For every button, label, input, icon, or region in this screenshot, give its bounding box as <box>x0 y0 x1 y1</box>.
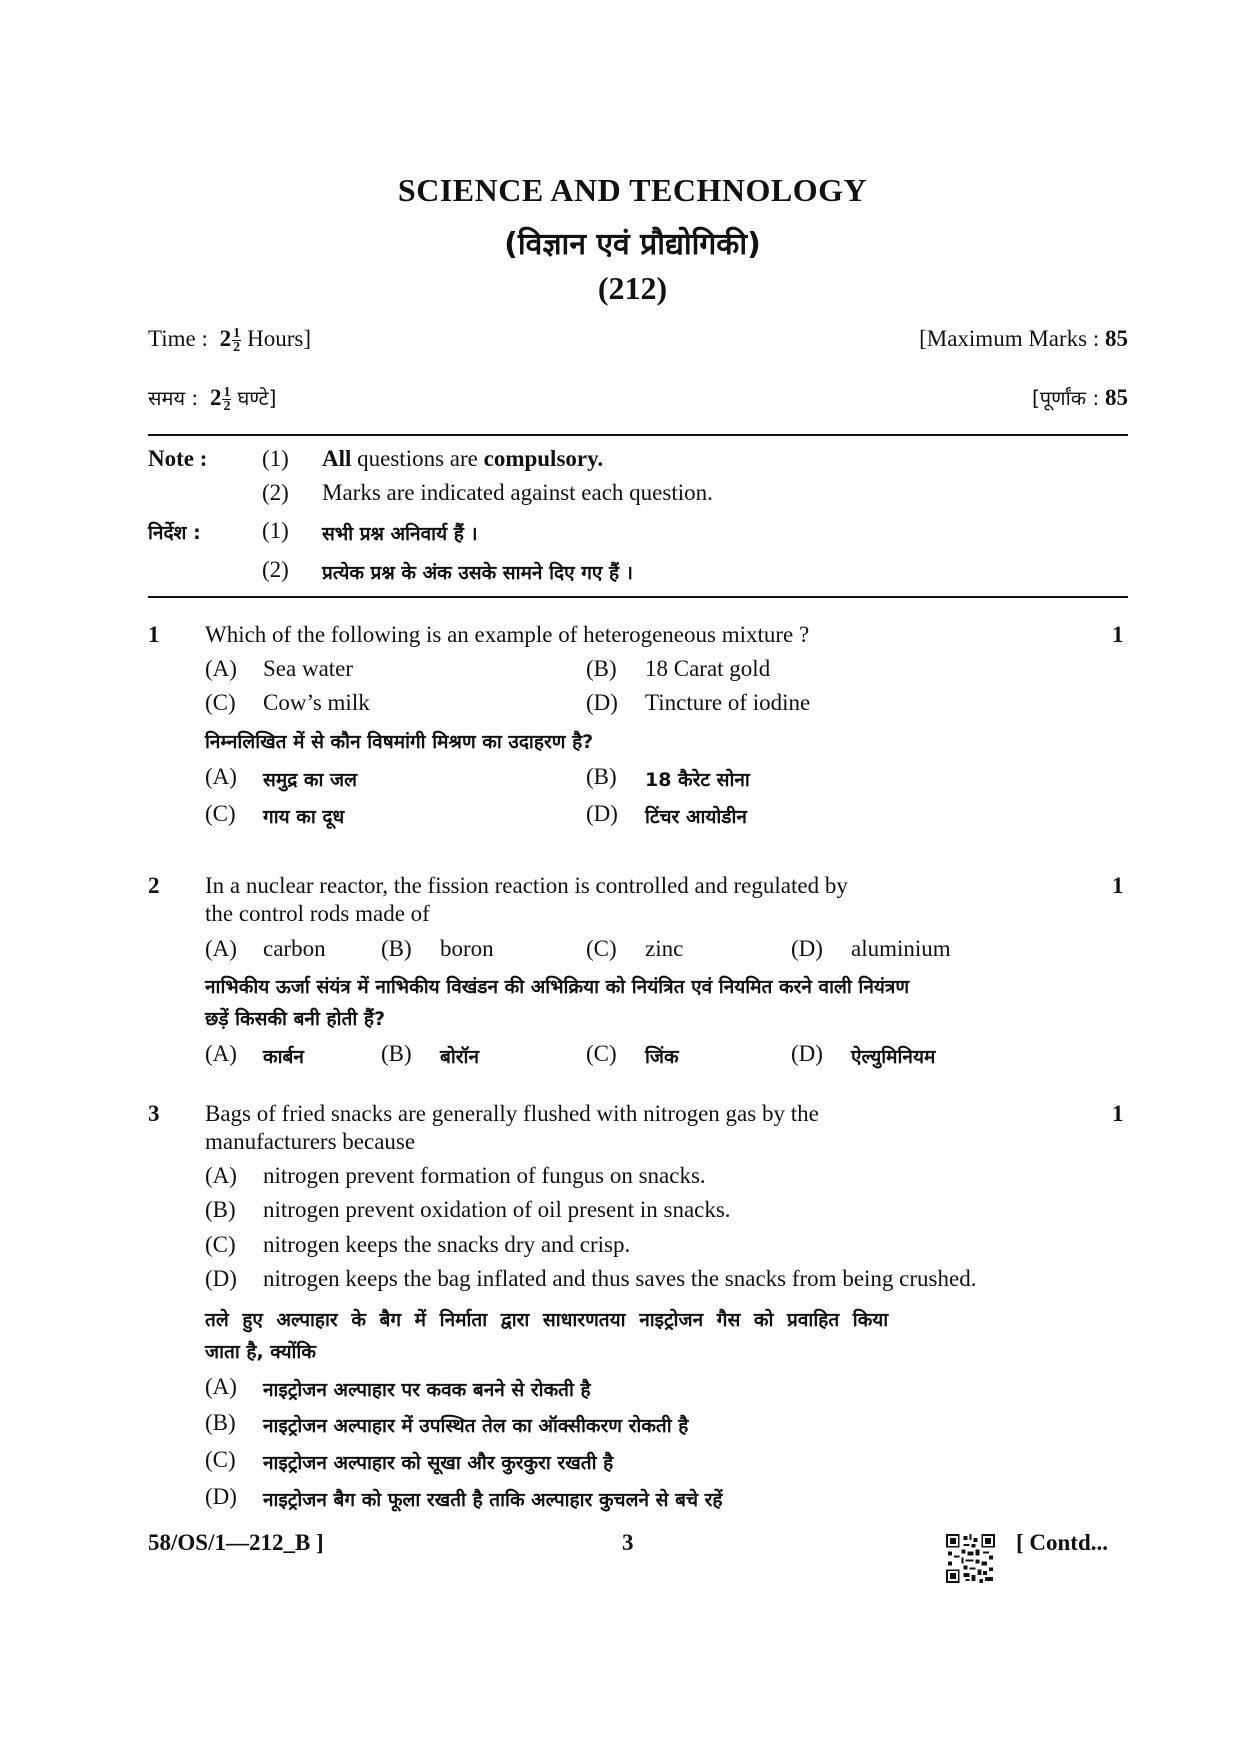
option-text-hi: कार्बन <box>263 1046 304 1068</box>
option-label: (C) <box>205 801 236 826</box>
option-text: 18 Carat gold <box>645 656 771 681</box>
max-marks-en: [Maximum Marks : 85 <box>919 326 1128 351</box>
option-text-hi: ऐल्युमिनियम <box>851 1046 936 1068</box>
question-text: Which of the following is an example of heterogeneous mixture ? <box>205 622 810 647</box>
question-text-hi: नाभिकीय ऊर्जा संयंत्र में नाभिकीय विखंडन की अभिक्रिया को नियंत्रित एवं नियमित करने वाली नियंत्रण <box>205 976 910 998</box>
option-text: nitrogen prevent oxidation of oil present in snacks. <box>263 1197 731 1222</box>
option-label: (C) <box>586 1041 617 1066</box>
qr-code-icon <box>946 1534 995 1583</box>
question-marks: 1 <box>1112 1101 1124 1126</box>
question-number: 2 <box>148 873 160 898</box>
option-label: (A) <box>205 936 237 961</box>
paper-code: 58/OS/1—212_B ] <box>148 1530 324 1555</box>
option-text: Tincture of iodine <box>645 690 811 715</box>
time-fraction-hi: $\frac{1}{2}$ <box>223 385 231 415</box>
option-text-hi: टिंचर आयोडीन <box>645 806 747 828</box>
option-label: (A) <box>205 656 237 681</box>
question-text-hi: छड़ें किसकी बनी होती हैं? <box>205 1008 385 1030</box>
question-text-hi: जाता है, क्योंकि <box>205 1341 316 1363</box>
note-1-num: (1) <box>262 446 289 471</box>
option-text-hi: समुद्र का जल <box>263 769 358 791</box>
question-number: 1 <box>148 622 160 647</box>
option-text: boron <box>440 936 494 961</box>
note-2-num: (2) <box>262 480 289 505</box>
time-hi: समय : 2 $\frac{1}{2}$ घण्टे] <box>148 385 277 415</box>
note-2-en: Marks are indicated against each question. <box>322 480 713 505</box>
notes-divider <box>148 596 1128 598</box>
option-label: (D) <box>586 801 618 826</box>
question-text-hi: निम्नलिखित में से कौन विषमांगी मिश्रण का उदाहरण है? <box>205 731 594 753</box>
question-text-hi: तले हुए अल्पाहार के बैग में निर्माता द्वारा साधारणतया नाइट्रोजन गैस को प्रवाहित किया <box>205 1309 889 1331</box>
option-label: (C) <box>205 690 236 715</box>
paper-title-hindi: (विज्ञान एवं प्रौद्योगिकी) <box>504 227 761 262</box>
option-text: nitrogen keeps the bag inflated and thus saves the snacks from being crushed. <box>263 1266 977 1291</box>
option-text: zinc <box>645 936 684 961</box>
option-label: (B) <box>205 1410 236 1435</box>
option-text-hi: नाइट्रोजन अल्पाहार को सूखा और कुरकुरा रखती है <box>263 1452 614 1474</box>
note-2-num-hi: (2) <box>262 557 289 582</box>
note-1-en: All questions are compulsory. <box>322 446 604 471</box>
question-text: manufacturers because <box>205 1129 416 1154</box>
option-text-hi: 18 कैरेट सोना <box>645 769 750 791</box>
question-text: the control rods made of <box>205 901 430 926</box>
note-1-hi: सभी प्रश्न अनिवार्य हैं । <box>322 523 478 545</box>
time-fraction: $\frac{1}{2}$ <box>233 326 241 356</box>
option-text-hi: बोरॉन <box>440 1046 480 1068</box>
option-text: Cow’s milk <box>263 690 370 715</box>
option-label: (D) <box>205 1266 237 1291</box>
question-number: 3 <box>148 1101 160 1126</box>
page-number: 3 <box>622 1530 634 1555</box>
option-label: (D) <box>205 1484 237 1509</box>
continued-label: [ Contd... <box>1016 1530 1109 1555</box>
note-label: Note : <box>148 446 208 471</box>
option-label: (C) <box>205 1232 236 1257</box>
paper-title: SCIENCE AND TECHNOLOGY <box>397 172 868 208</box>
option-text: Sea water <box>263 656 354 681</box>
option-text: carbon <box>263 936 326 961</box>
note-1-num-hi: (1) <box>262 518 289 543</box>
option-label: (A) <box>205 1374 237 1399</box>
question-marks: 1 <box>1112 873 1124 898</box>
note-2-hi: प्रत्येक प्रश्न के अंक उसके सामने दिए गए हैं । <box>322 562 633 584</box>
question-text: In a nuclear reactor, the fission reaction is controlled and regulated by <box>205 873 848 898</box>
option-text-hi: नाइट्रोजन बैग को फूला रखती है ताकि अल्पाहार कुचलने से बचे रहें <box>263 1489 723 1511</box>
option-text-hi: नाइट्रोजन अल्पाहार पर कवक बनने से रोकती है <box>263 1379 591 1401</box>
question-text: Bags of fried snacks are generally flushed with nitrogen gas by the <box>205 1101 819 1126</box>
option-text: aluminium <box>851 936 951 961</box>
option-label: (B) <box>381 1041 412 1066</box>
top-divider <box>148 434 1128 436</box>
option-label: (B) <box>205 1197 236 1222</box>
option-text-hi: नाइट्रोजन अल्पाहार में उपस्थित तेल का ऑक्सीकरण रोकती है <box>263 1415 689 1437</box>
option-label: (C) <box>205 1447 236 1472</box>
option-text-hi: गाय का दूध <box>263 806 345 828</box>
note-label-hi: निर्देश : <box>148 522 201 544</box>
option-text-hi: जिंक <box>645 1046 679 1068</box>
option-label: (A) <box>205 764 237 789</box>
option-label: (B) <box>586 656 617 681</box>
option-label: (D) <box>791 1041 823 1066</box>
option-text: nitrogen prevent formation of fungus on snacks. <box>263 1163 706 1188</box>
option-label: (D) <box>791 936 823 961</box>
option-label: (B) <box>381 936 412 961</box>
option-text: nitrogen keeps the snacks dry and crisp. <box>263 1232 631 1257</box>
time-en: Time : 2 $\frac{1}{2}$ Hours] <box>148 326 312 356</box>
option-label: (C) <box>586 936 617 961</box>
option-label: (B) <box>586 764 617 789</box>
option-label: (A) <box>205 1041 237 1066</box>
option-label: (D) <box>586 690 618 715</box>
question-marks: 1 <box>1112 622 1124 647</box>
max-marks-hi: [पूर्णांक : 85 <box>1031 385 1128 410</box>
option-label: (A) <box>205 1163 237 1188</box>
subject-code: (212) <box>597 270 668 306</box>
